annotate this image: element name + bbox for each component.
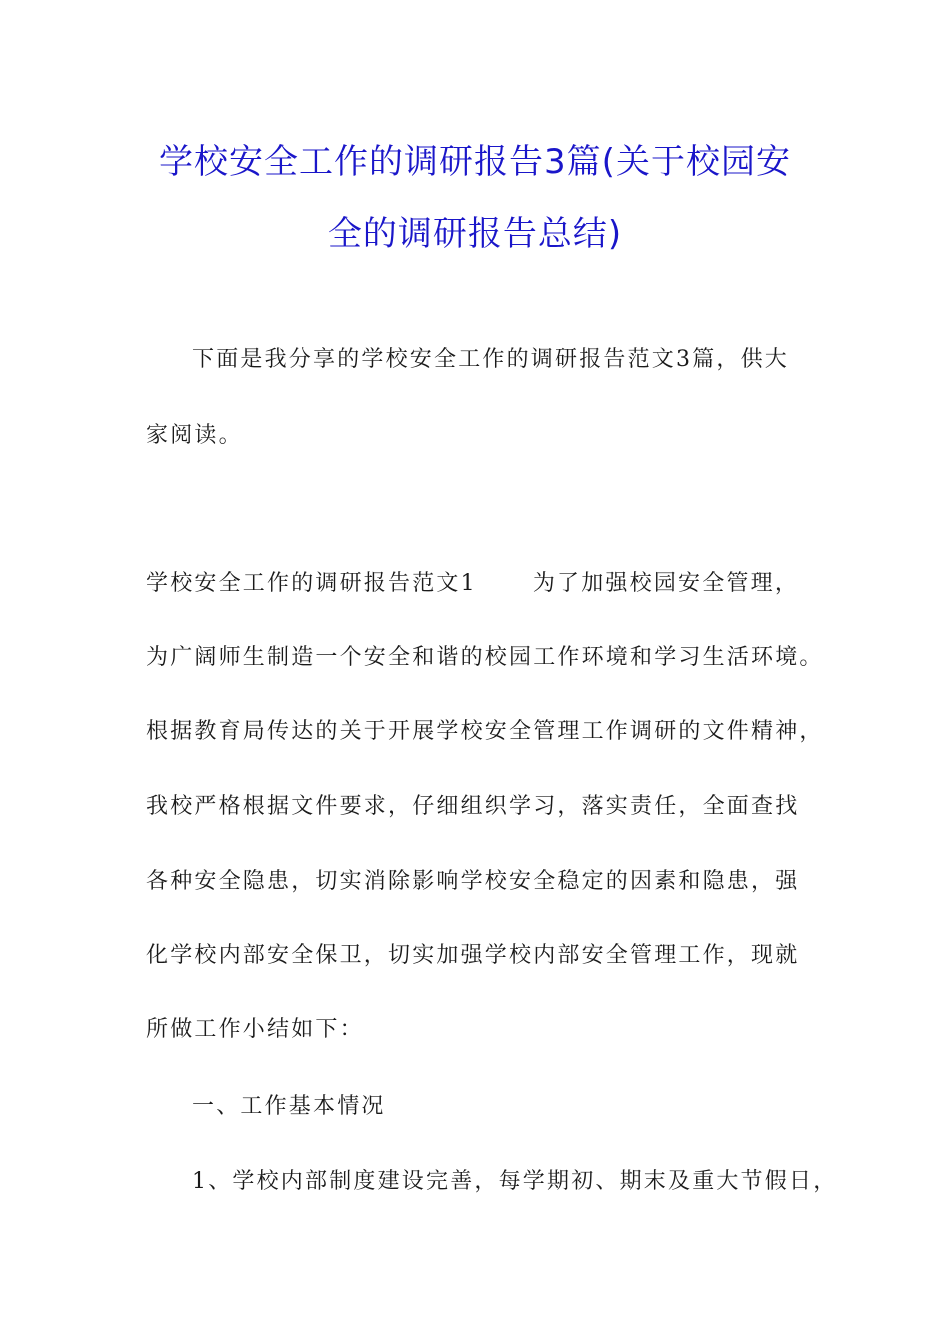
body-paragraph-line-1	[146, 570, 799, 598]
document-title-line-1: 学校安全工作的调研报告3篇(关于校园安	[159, 142, 791, 182]
body-paragraph-line-4: 我校严格根据文件要求，仔细组织学习，落实责任，全面查找	[146, 794, 800, 819]
body-paragraph-line-7: 所做工作小结如下：	[146, 1017, 364, 1042]
intro-paragraph-line-2: 家阅读。	[146, 423, 243, 448]
section-label: 学校安全工作的调研报告范文1	[146, 571, 477, 596]
body-line-1-text: 为了加强校园安全管理，	[532, 571, 800, 596]
body-paragraph-line-2: 为广阔师生制造一个安全和谐的校园工作环境和学习生活环境。	[146, 645, 824, 670]
body-paragraph-line-5: 各种安全隐患，切实消除影响学校安全稳定的因素和隐患，强	[146, 869, 800, 894]
section-heading-1: 一、工作基本情况	[192, 1094, 386, 1119]
body-paragraph-line-6: 化学校内部安全保卫，切实加强学校内部安全管理工作，现就	[146, 943, 800, 968]
body-paragraph-line-3: 根据教育局传达的关于开展学校安全管理工作调研的文件精神，	[146, 719, 824, 744]
intro-paragraph-line-1: 下面是我分享的学校安全工作的调研报告范文3篇，供大	[192, 347, 789, 372]
document-title-line-2: 全的调研报告总结)	[327, 214, 623, 254]
list-item-1: 1、学校内部制度建设完善，每学期初、期末及重大节假日，	[192, 1169, 838, 1194]
